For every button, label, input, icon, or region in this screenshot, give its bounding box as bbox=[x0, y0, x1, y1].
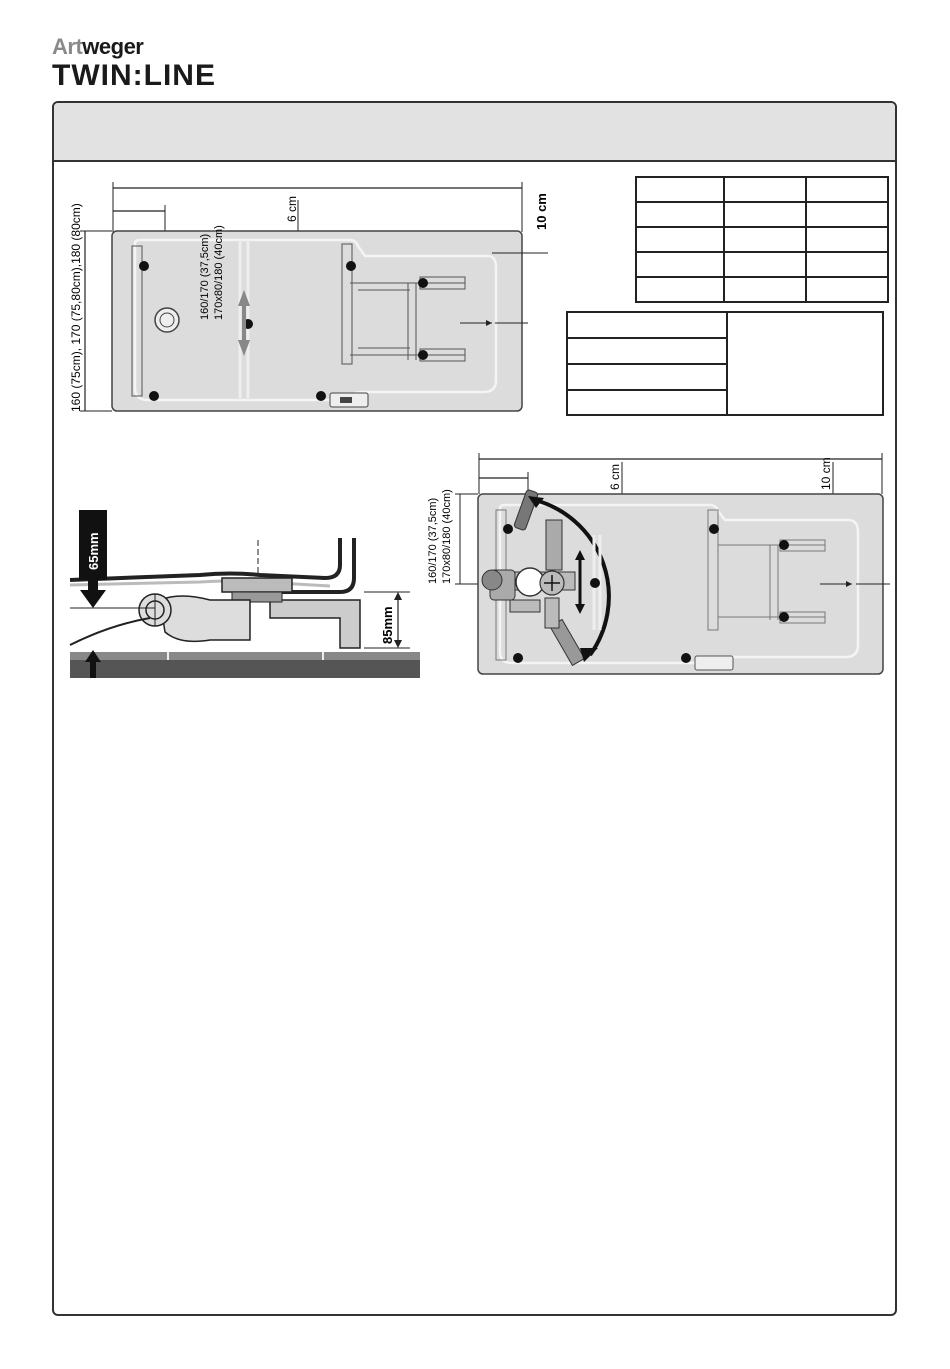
label-offset-a: 160/170 (37,5cm) bbox=[427, 497, 439, 584]
label-65mm: 65mm bbox=[86, 532, 101, 570]
foot-dot bbox=[709, 524, 719, 534]
product-name: TWIN:LINE bbox=[52, 59, 216, 92]
label-6cm: 6 cm bbox=[285, 195, 299, 222]
brand-name-part2: weger bbox=[82, 34, 144, 59]
label-6cm: 6 cm bbox=[608, 463, 622, 490]
label-10cm: 10 cm bbox=[534, 193, 549, 230]
label-offset-b: 170x80/180 (40cm) bbox=[441, 489, 453, 584]
foot-dot bbox=[590, 578, 600, 588]
label-10cm: 10 cm bbox=[819, 457, 833, 490]
label-85mm: 85mm bbox=[380, 606, 395, 644]
foot-dot bbox=[513, 653, 523, 663]
label-offset-a: 160/170 (37,5cm) bbox=[199, 233, 211, 320]
label-width: 160 (75cm), 170 (75,80cm),180 (80cm) bbox=[69, 203, 83, 412]
foot-dot bbox=[779, 612, 789, 622]
foot-dot bbox=[779, 540, 789, 550]
brand-name-part1: Art bbox=[52, 34, 83, 59]
foot-dot bbox=[503, 524, 513, 534]
foot-dot bbox=[681, 653, 691, 663]
label-offset-b: 170x80/180 (40cm) bbox=[213, 225, 225, 320]
